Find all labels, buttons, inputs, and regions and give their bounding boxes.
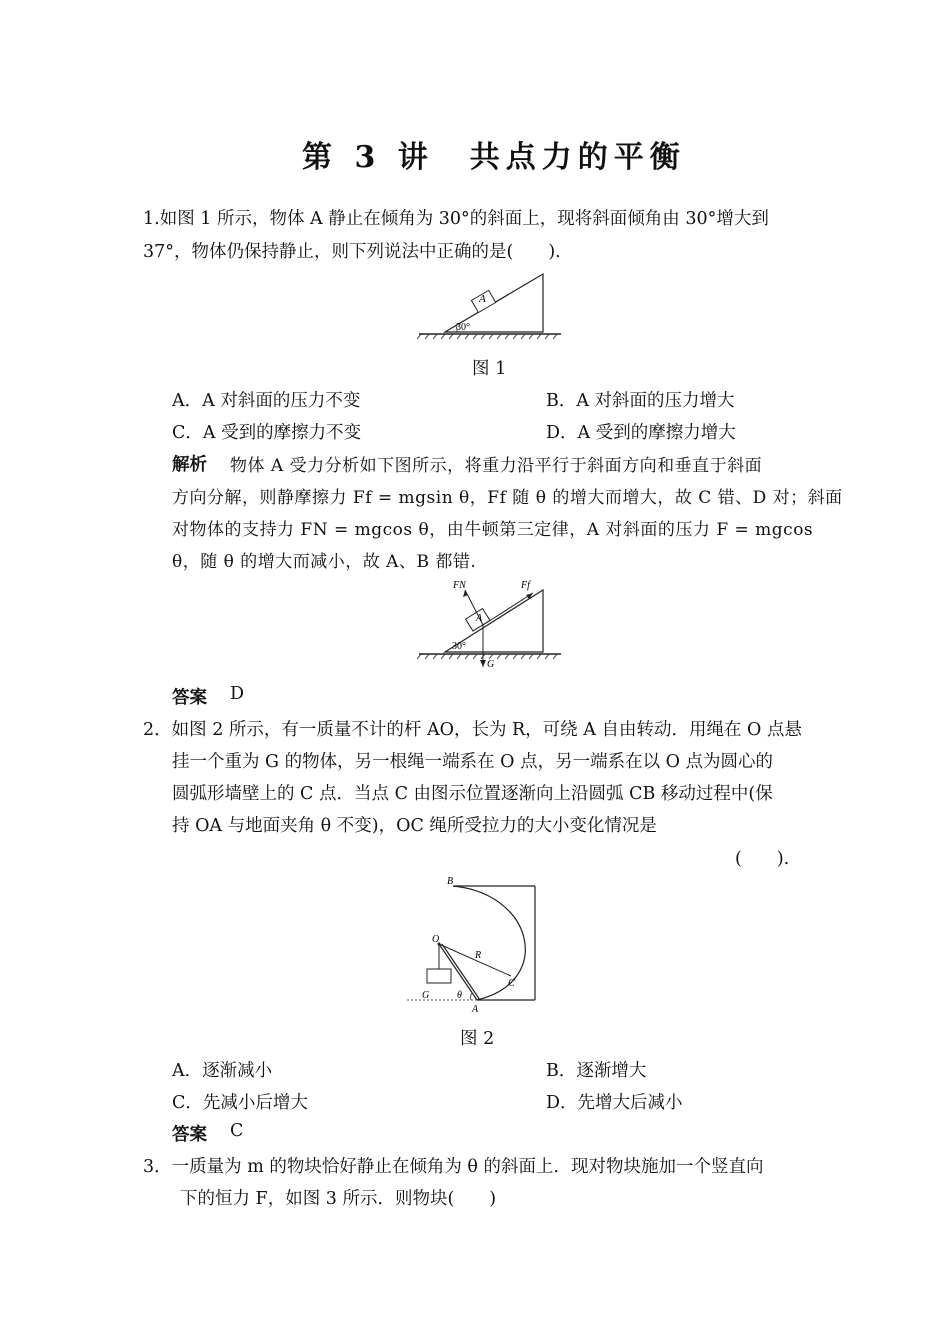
q1-analysis-line3: 对物体的支持力 FN = mgcos θ，由牛顿第三定律，A 对斜面的压力 F = mgcos <box>172 520 814 540</box>
q2-option-a: A．逐渐减小 <box>172 1061 273 1081</box>
page-title: 第 3 讲 共点力的平衡 <box>302 140 686 175</box>
q1-answer-label: 答案 <box>172 688 207 708</box>
q1-option-d: D．A 受到的摩擦力增大 <box>546 423 736 443</box>
q1-analysis-line2: 方向分解，则静摩擦力 Ff = mgsin θ，Ff 随 θ 的增大而增大，故 C 错、D 对；斜面 <box>172 488 843 508</box>
q2-stem-line4: 持 OA 与地面夹角 θ 不变)，OC 绳所受拉力的大小变化情况是 <box>172 816 657 836</box>
q2-point-a: A <box>472 1004 479 1015</box>
q2-point-b: B <box>447 876 454 887</box>
q1-option-a: A．A 对斜面的压力不变 <box>172 391 361 411</box>
q1-stem-line1: 1.如图 1 所示，物体 A 静止在倾角为 30°的斜面上，现将斜面倾角由 30°增大到 <box>143 209 769 229</box>
q1-analysis-line4: θ，随 θ 的增大而减小，故 A、B 都错. <box>172 552 477 572</box>
q1-option-c: C．A 受到的摩擦力不变 <box>172 423 362 443</box>
q1-incline-figure <box>415 270 565 345</box>
q2-answer: C <box>230 1121 244 1141</box>
q1-analysis-label: 解析 <box>172 455 207 475</box>
q2-label-g: G <box>422 990 430 1001</box>
q1-option-b: B．A 对斜面的压力增大 <box>546 391 735 411</box>
q1-fn-label: FN <box>453 580 466 591</box>
q2-answer-label: 答案 <box>172 1125 207 1145</box>
q2-answer-blank: ( ). <box>735 849 790 869</box>
q1-force-diagram <box>415 575 565 675</box>
q3-stem-line2: 下的恒力 F，如图 3 所示．则物块( ) <box>180 1189 497 1209</box>
q1-fig2-block-label: A <box>476 613 483 624</box>
q1-fig2-angle-label: 30° <box>452 641 466 652</box>
q2-stem-line2: 挂一个重为 G 的物体，另一根绳一端系在 O 点，另一端系在以 O 点为圆心的 <box>172 752 774 772</box>
q2-arc-wall-figure <box>405 872 545 1017</box>
q2-label-r: R <box>475 950 482 961</box>
q2-option-b: B．逐渐增大 <box>546 1061 647 1081</box>
q1-figure-caption: 图 1 <box>472 359 507 379</box>
q2-stem-line1: 2．如图 2 所示，有一质量不计的杆 AO，长为 R，可绕 A 自由转动．用绳在 O 点悬 <box>143 720 802 740</box>
q1-answer: D <box>230 684 245 704</box>
q1-g-label: G <box>487 659 495 670</box>
q1-analysis-line1: 物体 A 受力分析如下图所示，将重力沿平行于斜面方向和垂直于斜面 <box>230 456 763 476</box>
q3-stem-line1: 3．一质量为 m 的物块恰好静止在倾角为 θ 的斜面上．现对物块施加一个竖直向 <box>143 1157 764 1177</box>
q1-ff-label: Ff <box>521 580 530 591</box>
q2-label-theta: θ <box>457 990 462 1001</box>
q2-option-c: C．先减小后增大 <box>172 1093 308 1113</box>
q2-option-d: D．先增大后减小 <box>546 1093 683 1113</box>
q2-point-o: O <box>432 934 440 945</box>
q2-stem-line3: 圆弧形墙壁上的 C 点．当点 C 由图示位置逐渐向上沿圆弧 CB 移动过程中(保 <box>172 784 773 804</box>
q2-point-c: C <box>508 978 515 989</box>
q1-block-label: A <box>479 293 486 305</box>
q2-figure-caption: 图 2 <box>460 1029 495 1049</box>
q1-angle-label: 30° <box>456 322 470 333</box>
q1-stem-line2: 37°，物体仍保持静止，则下列说法中正确的是( ). <box>143 242 561 262</box>
